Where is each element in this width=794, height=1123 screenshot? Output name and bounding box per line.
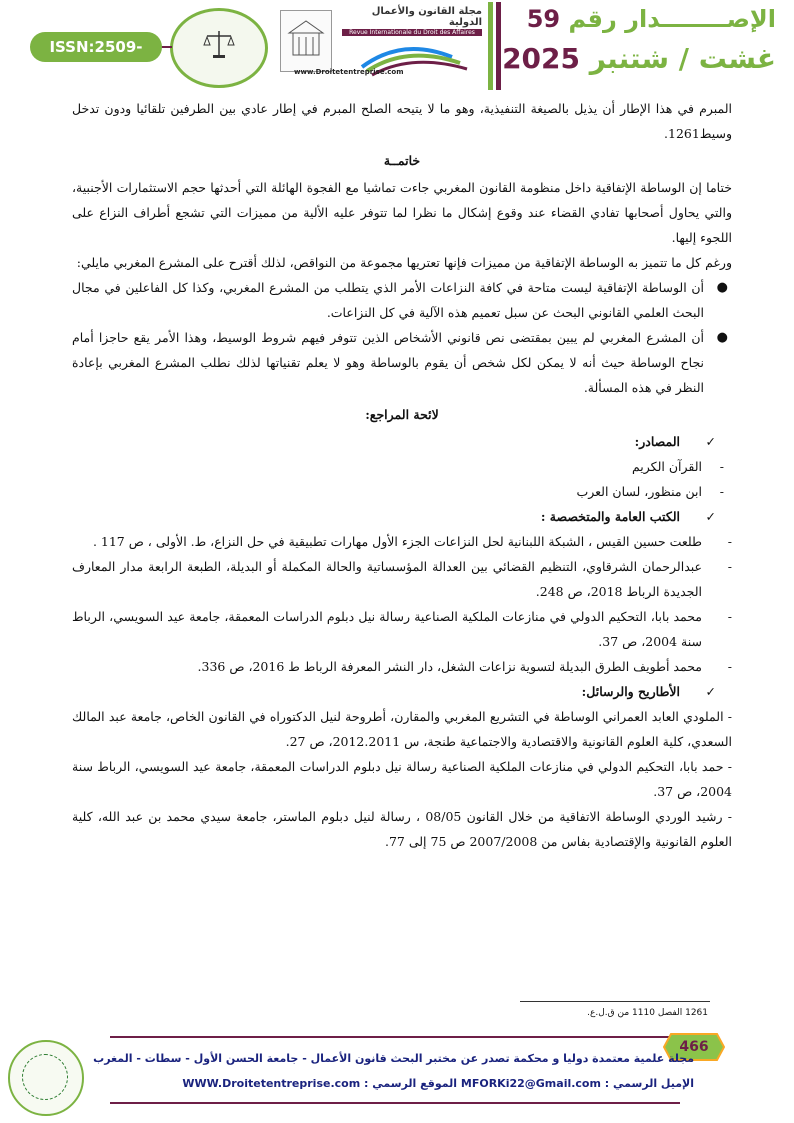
- thesis-text: - حمد بابا، التحكيم الدولي في منازعات الملكية الصناعية رسالة نيل دبلوم الدراسات المعمقة، جامعة عيد السويسي، الرباط سنة 2004، ص 37.: [72, 759, 732, 799]
- list-item: [72, 325, 732, 400]
- conclusion-paragraph-2: ورغم كل ما تتميز به الوساطة الإتفاقية من مميزات فإنها تعتريها مجموعة من النواقص، لذلك أقترح على المشرع المغربي مايلي:: [76, 255, 732, 270]
- list-item: [72, 454, 732, 479]
- logo-url: www.Droitetentreprise.com: [294, 68, 404, 76]
- article-body: [72, 96, 732, 854]
- list-item: [72, 275, 732, 325]
- page-number: 466: [679, 1039, 709, 1055]
- page-header: [0, 0, 794, 92]
- header-divider-plum: [496, 2, 501, 90]
- list-item: [72, 654, 732, 679]
- section-books-label: الكتب العامة والمتخصصة :: [540, 509, 680, 524]
- references-heading: لائحة المراجع:: [365, 407, 439, 422]
- issn-badge: ISSN:2509-0291: [30, 32, 162, 62]
- list-item: [72, 529, 732, 554]
- editor-seal: [8, 1040, 84, 1116]
- bullet-text: أن الوساطة الإتفاقية ليست متاحة في كافة النزاعات الأمر الذي يتطلب من المشرع المغربي، وكذا كل الفاعلين في مجال البحث العلمي القانوني البحث عن سبل تعميم هذه الآلية في كل النزاعات.: [72, 280, 704, 320]
- issue-title: [486, 4, 776, 34]
- issue-number: 59: [526, 5, 561, 33]
- list-item: [72, 479, 732, 504]
- issue-year: 2025: [502, 42, 581, 75]
- journal-logo-subtitle: Revue Internationale du Droit des Affaires: [342, 29, 482, 36]
- dash-marker: -: [719, 484, 724, 499]
- seal-inner-ring: [22, 1054, 68, 1100]
- header-divider-green: [488, 2, 493, 90]
- intro-paragraph: المبرم في هذا الإطار أن يذيل بالصيغة التنفيذية، وهو ما لا يتيحه الصلح المبرم في إطار عادي بين الطرفين تلقائيا ودون تدخل وسيط1261.: [72, 101, 732, 141]
- issue-date: [486, 40, 776, 78]
- conclusion-paragraph-1: ختاما إن الوساطة الإتفاقية داخل منظومة القانون المغربي جاءت تماشيا مع الفجوة الهائلة التي أحدثها حجم الاستثمارات الأجنبية، والتي يحاول أصحابها تفادي القضاء عند وقوع إشكال ما نظرا لما تتوفر عليه الألية من مميزات التي تشجع أطراف النزاع على اللجوء إليها.: [72, 180, 732, 245]
- email-label: الإميل الرسمي :: [604, 1077, 694, 1090]
- checkmark-icon: ✓: [705, 509, 716, 524]
- footer-rule-bottom: [110, 1102, 680, 1104]
- footnote: 1261 الفصل 1110 من ق.ل.ع.: [587, 1008, 708, 1018]
- website-link[interactable]: WWW.Droitetentreprise.com: [182, 1077, 361, 1090]
- dash-marker: -: [719, 459, 724, 474]
- section-theses-label: الأطاريح والرسائل:: [581, 684, 680, 699]
- dash-marker: -: [727, 609, 732, 624]
- section-sources-label: المصادر:: [634, 434, 680, 449]
- source-text: القرآن الكريم: [631, 459, 702, 474]
- footnote-rule: [520, 1001, 710, 1002]
- lab-logo: [170, 8, 268, 88]
- issue-months: غشت / شتنبر: [589, 42, 776, 75]
- checkmark-icon: ✓: [705, 434, 716, 449]
- checkmark-icon: ✓: [705, 684, 716, 699]
- bullet-text: أن المشرع المغربي لم يبين بمقتضى نص قانوني الأشخاص الذين تتوفر فيهم شروط الوسيط، وهذا الأمر يقع حاجزا أمام نجاح الوساطة حيث أنه لا يمكن لكل شخص أن يقوم بالوساطة وهو لا يعلم تقنياتها لذلك نطلب المشرع المغربي بإعادة النظر في هذه المسألة.: [72, 330, 704, 395]
- conclusion-heading: خاتمــة: [383, 153, 421, 168]
- justice-scale-icon: [203, 29, 235, 59]
- section-books: [72, 504, 732, 529]
- section-theses: [72, 679, 732, 704]
- list-item: [72, 554, 732, 604]
- dash-marker: -: [727, 559, 732, 574]
- university-emblem: [280, 10, 332, 72]
- issue-label: الإصــــــــدار رقم: [568, 5, 776, 33]
- section-sources: [72, 429, 732, 454]
- dash-marker: -: [727, 659, 732, 674]
- bullet-icon: ●: [716, 330, 728, 345]
- dash-marker: -: [727, 534, 732, 549]
- footer-contact: [182, 1077, 694, 1090]
- book-text: محمد أطويف الطرق البديلة لتسوية نزاعات الشغل، دار النشر المعرفة الرباط ط 2016، ص 336.: [197, 659, 702, 674]
- book-text: عبدالرحمان الشرقاوي، التنظيم القضائي بين العدالة المؤسساتية والحالة المكملة أو البديلة، الطبعة الرابعة مدار المعارف الجديدة الرباط 2018، ص 248.: [72, 559, 702, 599]
- journal-logo-title: مجلة القانون والأعمال الدولية: [371, 6, 482, 28]
- list-item: [72, 604, 732, 654]
- bullet-icon: ●: [716, 280, 728, 295]
- thesis-text: - رشيد الوردي الوساطة الاتفاقية من خلال القانون 08/05 ، رسالة لنيل دبلوم الماستر، جامعة سيدي محمد بن عبد الله، كلية العلوم القانونية والإقتصادية بفاس من 2007/2008 ص 75 إلى 77.: [72, 809, 732, 849]
- site-label: الموقع الرسمي :: [364, 1077, 458, 1090]
- book-text: طلعت حسين القيس ، الشبكة اللبنانية لحل النزاعات الجزء الأول مهارات تطبيقية في حل النزاع، ط. الأولى ، ص 117 .: [92, 534, 702, 549]
- footer-journal-info: مجلة علمية معتمدة دوليا و محكمة تصدر عن مختبر البحث قانون الأعمال - جامعة الحسن الأول - سطات - المغرب: [93, 1052, 694, 1065]
- header-logos: [162, 4, 482, 84]
- footer-rule-top: [110, 1036, 680, 1038]
- email-link[interactable]: MFORKi22@Gmail.com: [460, 1077, 601, 1090]
- building-icon: [281, 11, 331, 71]
- source-text: ابن منظور، لسان العرب: [576, 484, 702, 499]
- issue-info: [486, 4, 776, 86]
- book-text: محمد بابا، التحكيم الدولي في منازعات الملكية الصناعية رسالة نيل دبلوم الدراسات المعمقة، جامعة عيد السويسي، الرباط سنة 2004، ص 37.: [72, 609, 702, 649]
- thesis-text: - الملودي العابد العمراني الوساطة في التشريع المغربي والمقارن، أطروحة لنيل الدكتوراه في القانون الخاص، جامعة عبد المالك السعدي، كلية العلوم القانونية والاقتصادية والاجتماعية طنجة، س 2012.2011، ص 27.: [72, 709, 732, 749]
